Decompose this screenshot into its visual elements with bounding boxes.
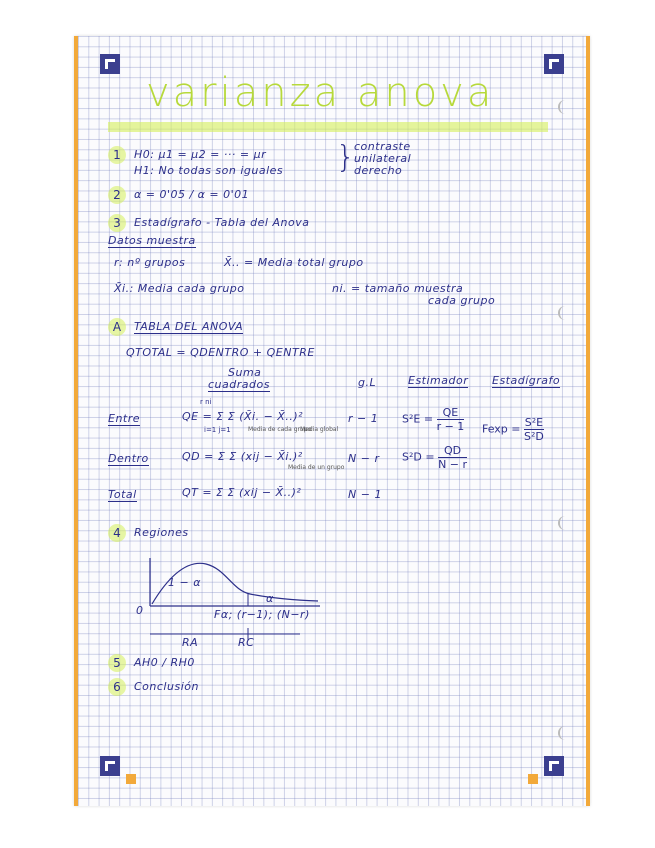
orange-square-left: [126, 774, 136, 784]
step-4-number: 4: [108, 524, 126, 542]
step-1-number: 1: [108, 146, 126, 164]
binder-hole: [558, 726, 572, 740]
section-a-title: TABLA DEL ANOVA: [134, 320, 244, 333]
fexp: [482, 416, 544, 443]
fexp-label: Fexp =: [482, 422, 521, 436]
sd-label: S²D =: [402, 450, 435, 464]
qe-limits-bottom: i=1 j=1: [204, 426, 231, 434]
row-entre: Entre: [108, 412, 141, 425]
orange-square-right: [528, 774, 538, 784]
statistic-label: Estadígrafo - Tabla del Anova: [134, 216, 310, 229]
conclusion-label: Conclusión: [134, 680, 199, 693]
graph-1-alpha: 1 − α: [168, 576, 201, 589]
sd-fraction: [438, 444, 467, 471]
fexp-den: S²D: [524, 430, 544, 443]
sd-den: N − r: [438, 458, 468, 471]
significance-level: α = 0'05 / α = 0'01: [134, 188, 250, 201]
corner-mark-top-left: [100, 54, 120, 74]
note-contraste: contraste: [354, 140, 411, 153]
corner-mark-top-right: [544, 54, 564, 74]
def-ni-cont: cada grupo: [428, 294, 496, 307]
def-xi: X̄i.: Media cada grupo: [114, 282, 245, 295]
note-unilateral: unilateral: [354, 152, 412, 165]
fexp-fraction: [524, 416, 544, 443]
graph-zero: 0: [136, 604, 144, 617]
qtotal-equation: QTOTAL = QDENTRO + QENTRE: [126, 346, 315, 359]
col-suma: Suma: [228, 366, 262, 379]
def-ni: ni. = tamaño muestra: [332, 282, 464, 295]
estimator-dentro: [402, 444, 467, 471]
qd-note: Media de un grupo: [288, 464, 345, 471]
corner-mark-bottom-right: [544, 756, 564, 776]
binder-hole: [558, 516, 572, 530]
col-gl: g.L: [358, 376, 377, 389]
qe-note-group: Media de cada grupo: [248, 426, 312, 433]
corner-mark-bottom-left: [100, 756, 120, 776]
binder-hole: [558, 306, 572, 320]
gl-dentro: N − r: [348, 452, 380, 465]
def-xbar: X̄.. = Media total grupo: [224, 256, 364, 269]
step-5-number: 5: [108, 654, 126, 672]
binder-hole: [558, 100, 572, 114]
graph-critical-value: Fα; (r−1); (N−r): [214, 608, 310, 621]
section-a-label: A: [108, 318, 126, 336]
step-2-number: 2: [108, 186, 126, 204]
estimator-entre: [402, 406, 464, 433]
def-r: r: nº grupos: [114, 256, 186, 269]
se-label: S²E =: [402, 412, 434, 426]
hypothesis-h0: H0: μ1 = μ2 = ··· = μr: [134, 148, 267, 161]
se-fraction: [437, 406, 465, 433]
fexp-num: S²E: [524, 416, 544, 429]
f-distribution-graph: [130, 554, 330, 644]
gl-entre: r − 1: [348, 412, 379, 425]
regions-label: Regiones: [134, 526, 189, 539]
qe-note-global: Media global: [300, 426, 339, 433]
note-derecho: derecho: [354, 164, 403, 177]
gl-total: N − 1: [348, 488, 382, 501]
step-6-number: 6: [108, 678, 126, 696]
qt-formula: QT = Σ Σ (xij − X̄..)²: [182, 486, 302, 499]
page-title: varianza anova: [146, 70, 495, 116]
col-estadigrafo: Estadígrafo: [492, 374, 561, 387]
graph-ra: RA: [182, 636, 199, 649]
hypothesis-h1: H1: No todas son iguales: [134, 164, 284, 177]
row-total: Total: [108, 488, 137, 501]
datos-muestra: Datos muestra: [108, 234, 196, 247]
qe-limits-top: r ni: [200, 398, 212, 406]
col-cuadrados: cuadrados: [208, 378, 270, 391]
graph-alpha: α: [266, 592, 274, 605]
row-dentro: Dentro: [108, 452, 149, 465]
se-num: QE: [437, 406, 465, 420]
qd-formula: QD = Σ Σ (xij − X̄i.)²: [182, 450, 303, 463]
notebook-page: [74, 36, 590, 806]
se-den: r − 1: [436, 420, 465, 433]
brace: }: [336, 140, 356, 175]
col-estimador: Estimador: [408, 374, 469, 387]
decision-label: AH0 / RH0: [134, 656, 195, 669]
qe-formula: QE = Σ Σ (X̄i. − X̄..)²: [182, 410, 304, 423]
graph-rc: RC: [238, 636, 255, 649]
sd-num: QD: [438, 444, 467, 458]
header-highlight: [108, 122, 548, 132]
step-3-number: 3: [108, 214, 126, 232]
